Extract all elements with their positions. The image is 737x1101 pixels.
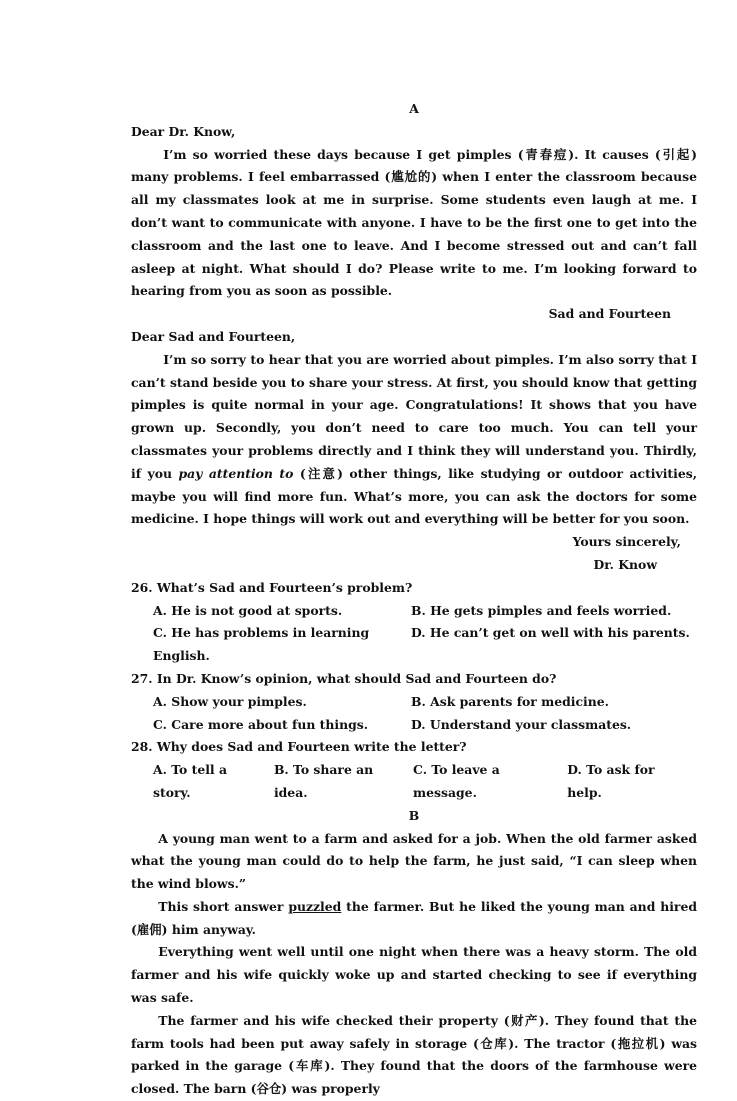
question-stem: 27. In Dr. Know’s opinion, what should Sad and Fourteen do?	[131, 670, 557, 686]
option-d[interactable]: D. He can’t get on well with his parents.	[411, 625, 690, 641]
passage-b-paragraph-1: A young man went to a farm and asked for a job. When the old farmer asked what the young man could do to help the farm, he just said, “I can sleep when the wind blows.”	[131, 830, 697, 892]
letter2-body-before: I’m so sorry to hear that you are worried about pimples. I’m also sorry that I can’t stand beside you to share your stress. At first, you should know that getting pimples is quite normal in your age. Congratulations! It shows that you have grown up. Secondly, you don’t need to care too much. You can tell your classmates your problems directly and I think they will understand you. Thirdly, if you	[131, 351, 697, 481]
option-a[interactable]: A. Show your pimples.	[153, 693, 307, 709]
option-c[interactable]: C. Care more about fun things.	[153, 716, 369, 732]
letter1-body: I’m so worried these days because I get pimples (青春痘). It causes (引起) many problems. I feel embarrassed (尴尬的) when I enter the classroom because all my classmates look at me in surprise. Some students even laugh at me. I don’t want to communicate with anyone. I have to be the first one to get into the classroom and the last one to leave. And I become stressed out and can’t fall asleep at night. What should I do? Please write to me. I’m looking forward to hearing from you as soon as possible.	[131, 146, 697, 299]
option-d[interactable]: D. Understand your classmates.	[411, 716, 632, 732]
option-d[interactable]: D. To ask for help.	[567, 762, 655, 800]
puzzled-word: puzzled	[288, 898, 342, 914]
passage-b-paragraph-2	[131, 896, 697, 942]
question-28	[131, 736, 697, 804]
options-row	[131, 714, 697, 737]
options-row	[131, 600, 697, 623]
passage-a-heading: A	[409, 101, 419, 116]
letter2-closing: Yours sincerely,	[572, 534, 681, 550]
letter1-salutation: Dear Dr. Know,	[131, 123, 236, 139]
letter2-body-after: (注意) other things, like studying or outdoor activities, maybe you will find more fun. What’s more, you can ask the doctors for some medicine. I hope things will work out and everything will be better for you soon.	[131, 465, 698, 527]
letter2-body-italic: pay attention to	[178, 465, 294, 481]
letter2-body	[131, 349, 697, 531]
option-b[interactable]: B. He gets pimples and feels worried.	[411, 602, 672, 618]
option-b[interactable]: B. To share an idea.	[273, 762, 374, 800]
question-stem: 28. Why does Sad and Fourteen write the letter?	[131, 739, 467, 755]
option-c[interactable]: C. To leave a message.	[413, 762, 500, 800]
options-row	[131, 759, 697, 805]
passage-b-paragraph-3: Everything went well until one night when there was a heavy storm. The old farmer and his wife quickly woke up and started checking to see if everything was safe.	[131, 944, 697, 1006]
option-b[interactable]: B. Ask parents for medicine.	[411, 693, 609, 709]
p2-after: the farmer. But he liked the young man and hired (雇佣) him anyway.	[131, 898, 697, 937]
passage-b-heading: B	[408, 807, 420, 823]
letter1-signature: Sad and Fourteen	[548, 306, 671, 322]
options-row	[131, 691, 697, 714]
option-a[interactable]: A. To tell a story.	[153, 762, 227, 800]
question-27	[131, 668, 697, 736]
letter2-signature: Dr. Know	[593, 556, 657, 572]
p2-before: This short answer	[158, 898, 289, 914]
options-row	[131, 622, 697, 668]
passage-b-paragraph-4: The farmer and his wife checked their property (财产). They found that the farm tools had been put away safely in storage (仓库). The tractor (拖拉机) was parked in the garage (车库). They found that the doors of the farmhouse were closed. The barn (谷仓) was properly	[131, 1012, 697, 1097]
letter2-salutation: Dear Sad and Fourteen,	[131, 328, 296, 344]
option-a[interactable]: A. He is not good at sports.	[153, 602, 343, 618]
question-stem: 26. What’s Sad and Fourteen’s problem?	[131, 579, 413, 595]
option-c[interactable]: C. He has problems in learning English.	[153, 625, 370, 664]
question-26	[131, 577, 697, 668]
